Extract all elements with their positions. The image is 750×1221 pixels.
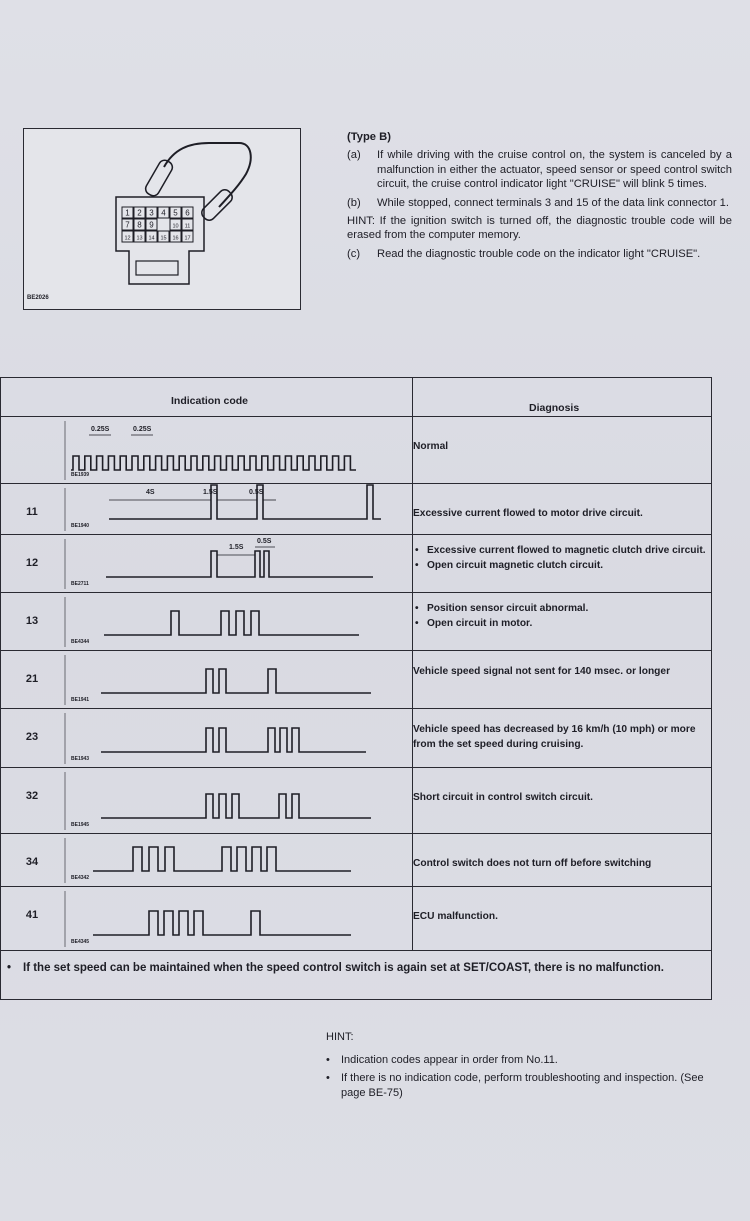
diagnosis-item: • Open circuit in motor.	[427, 616, 709, 631]
table-note-row	[1, 950, 711, 1000]
bottom-hint	[326, 1030, 716, 1104]
diagnosis-item: • Excessive current flowed to magnetic clutch drive circuit.	[427, 543, 709, 558]
step-c-text: Read the diagnostic trouble code on the indicator light "CRUISE".	[377, 247, 701, 260]
type-b-title: (Type B)	[347, 131, 391, 143]
code-number: 11	[26, 506, 38, 518]
code-number: 32	[25, 790, 39, 802]
terminal-number: 14	[148, 235, 155, 242]
table-row	[1, 767, 711, 834]
terminal-number: 5	[173, 208, 178, 218]
timing-label: 0.5S	[249, 489, 264, 496]
waveform-plot	[1, 651, 411, 709]
diagnosis-cell	[413, 601, 709, 631]
terminal-number: 3	[149, 208, 154, 218]
diagnosis-text: Short circuit in control switch circuit.	[413, 792, 594, 803]
step-b-label: (b)	[347, 196, 361, 209]
diagnosis-cell	[413, 856, 709, 871]
diagnosis-item: • Open circuit magnetic clutch circuit.	[427, 558, 709, 573]
timing-label: 0.5S	[257, 538, 272, 545]
step-a-text: If while driving with the cruise control on, the system is canceled by a malfunction in either the actuator, speed sensor or speed control switch circuit, the cruise control indicator light "CRUISE" will blink 5 times.	[377, 149, 732, 191]
code-number: 12	[25, 557, 39, 569]
bottom-hint-item: • If there is no indication code, perform troubleshooting and inspection. (See page BE-75)	[326, 1071, 716, 1100]
diagnostic-code-table	[0, 377, 712, 1000]
table-row	[1, 650, 711, 709]
waveform-code: BE1943	[71, 756, 90, 762]
indication-waveform	[71, 456, 356, 470]
diagnosis-text: Vehicle speed signal not sent for 140 msec. or longer	[413, 666, 671, 677]
waveform-code: BE2711	[71, 581, 89, 587]
code-number: 13	[25, 615, 39, 627]
terminal-number: 10	[172, 223, 179, 230]
bottom-hint-title: HINT:	[326, 1031, 354, 1043]
terminal-number: 17	[184, 235, 191, 242]
diagnosis-text: Vehicle speed has decreased by 16 km/h (10 mph) or more from the set speed during cruising.	[413, 724, 696, 750]
header-diagnosis: Diagnosis	[529, 402, 580, 414]
terminal-number: 16	[172, 235, 179, 242]
terminal-number: 2	[137, 208, 142, 218]
terminal-number: 4	[161, 208, 166, 218]
waveform-code: BE1940	[71, 523, 90, 529]
table-row	[1, 708, 711, 768]
diagnosis-cell	[413, 909, 709, 924]
table-note: • If the set speed can be maintained when the speed control switch is again set at SET/COAST, there is no malfunction.	[7, 961, 707, 976]
waveform-code: BE1941	[71, 697, 90, 703]
header-indication-code: Indication code	[171, 395, 249, 407]
indication-waveform	[93, 847, 351, 871]
waveform-code: BE1939	[71, 472, 90, 478]
indication-waveform	[104, 611, 359, 635]
table-row	[1, 416, 711, 484]
waveform-plot	[1, 593, 411, 651]
terminal-number: 7	[125, 220, 130, 230]
diagnosis-cell	[413, 506, 709, 521]
diagnosis-item: • Position sensor circuit abnormal.	[427, 601, 709, 616]
hint-memory: HINT: If the ignition switch is turned off, the diagnostic trouble code will be erased from the computer memory.	[347, 215, 732, 242]
terminal-number: 1	[125, 208, 130, 218]
type-b-section	[347, 130, 732, 265]
terminal-number: 12	[124, 235, 131, 242]
terminal-number: 15	[160, 235, 167, 242]
waveform-plot	[1, 484, 411, 535]
terminal-number: 11	[184, 223, 191, 230]
diagnosis-cell	[413, 664, 709, 679]
waveform-code: BE4344	[71, 639, 90, 645]
data-link-connector-figure	[23, 128, 301, 310]
terminal-number: 13	[136, 235, 143, 242]
code-number: 41	[25, 909, 39, 921]
indication-waveform	[101, 794, 371, 818]
waveform-plot	[1, 535, 411, 593]
terminal-number: 6	[185, 208, 190, 218]
indication-waveform	[101, 728, 366, 752]
indication-waveform	[101, 669, 371, 693]
timing-label: 0.25S	[133, 426, 152, 433]
diagnosis-text: Control switch does not turn off before switching	[413, 858, 652, 869]
timing-label: 0.25S	[91, 426, 110, 433]
diagnosis-cell	[413, 722, 709, 752]
terminal-number: 8	[137, 220, 142, 230]
connector-drawing	[24, 129, 300, 309]
step-c-label: (c)	[347, 247, 361, 260]
table-note-text: If the set speed can be maintained when the speed control switch is again set at SET/COAST, there is no malfunction.	[23, 962, 664, 974]
diagnosis-cell	[413, 790, 709, 805]
waveform-plot	[1, 709, 411, 768]
table-row	[1, 886, 711, 951]
step-a-label: (a)	[347, 149, 361, 162]
table-row	[1, 592, 711, 651]
diagnosis-cell	[413, 543, 709, 573]
diagnosis-text: Excessive current flowed to motor drive circuit.	[413, 508, 643, 519]
table-row	[1, 534, 711, 593]
step-b-text: While stopped, connect terminals 3 and 15 of the data link connector 1.	[377, 196, 729, 209]
step-a	[347, 148, 732, 191]
indication-waveform	[93, 911, 351, 935]
step-b	[347, 196, 732, 210]
code-number: 21	[25, 673, 39, 685]
bottom-hint-item: • Indication codes appear in order from No.11.	[326, 1053, 716, 1068]
diagnosis-text: Normal	[413, 441, 449, 452]
waveform-code: BE4342	[71, 875, 90, 881]
waveform-plot	[1, 768, 411, 834]
waveform-code: BE4345	[71, 939, 90, 945]
step-c	[347, 247, 732, 261]
timing-label: 4S	[146, 489, 155, 496]
figure-code: BE2026	[27, 295, 49, 301]
waveform-plot	[1, 417, 411, 484]
waveform-plot	[1, 834, 411, 887]
waveform-code: BE1945	[71, 822, 90, 828]
table-row	[1, 833, 711, 887]
code-number: 34	[25, 856, 39, 868]
terminal-number: 9	[149, 220, 154, 230]
timing-label: 1.5S	[203, 489, 218, 496]
waveform-plot	[1, 887, 411, 951]
table-row	[1, 483, 711, 535]
timing-label: 1.5S	[229, 544, 244, 551]
diagnosis-cell	[413, 439, 709, 454]
code-number: 23	[25, 731, 39, 743]
diagnosis-text: ECU malfunction.	[413, 911, 498, 922]
